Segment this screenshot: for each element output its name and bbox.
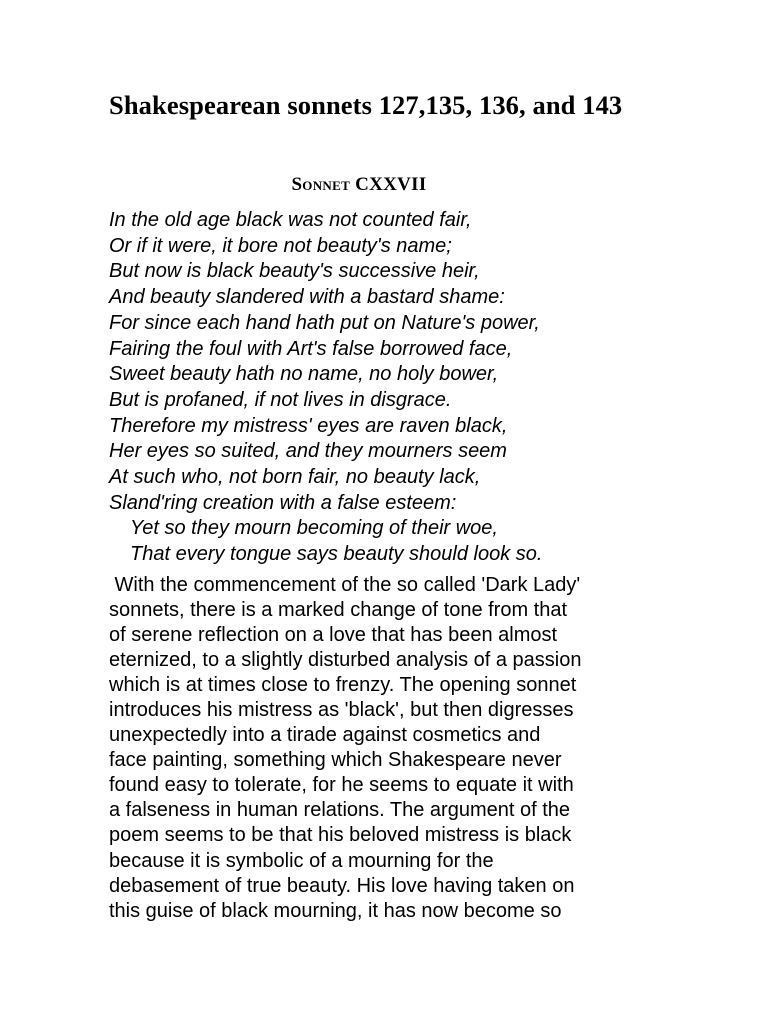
poem-line: And beauty slandered with a bastard shame: [109,286,505,309]
commentary-line: debasement of true beauty. His love having taken on [109,874,575,897]
commentary-line: because it is symbolic of a mourning for the [109,849,494,872]
poem-line: Sland'ring creation with a false esteem: [109,491,457,514]
poem-line: At such who, not born fair, no beauty lack, [109,466,481,489]
commentary-line: face painting, something which Shakespeare never [109,749,562,772]
poem-line: But is profaned, if not lives in disgrace. [109,388,452,411]
commentary-line: eternized, to a slightly disturbed analysis of a passion [109,649,582,672]
couplet-line: That every tongue says beauty should look so. [130,543,543,566]
poem-line: Her eyes so suited, and they mourners seem [109,440,507,463]
commentary-line: poem seems to be that his beloved mistress is black [109,824,572,847]
commentary-line: introduces his mistress as 'black', but then digresses [109,699,574,722]
poem-line: Fairing the foul with Art's false borrowed face, [109,337,513,360]
document-title: Shakespearean sonnets 127,135, 136, and 143 [109,90,623,120]
commentary-line: of serene reflection on a love that has been almost [109,624,558,647]
commentary-line: this guise of black mourning, it has now become so [109,899,562,922]
sonnet-heading: Sonnet CXXVII [291,174,427,195]
poem-line: For since each hand hath put on Nature's power, [109,311,540,334]
commentary-line: which is at times close to frenzy. The opening sonnet [109,674,577,697]
poem-line: In the old age black was not counted fair, [109,209,472,231]
poem-line: Therefore my mistress' eyes are raven black, [109,414,508,437]
commentary-line: a falseness in human relations. The argument of the [109,799,571,822]
commentary-line: sonnets, there is a marked change of tone from that [109,599,568,622]
poem-line: Or if it were, it bore not beauty's name; [109,234,452,257]
poem-line: Sweet beauty hath no name, no holy bower, [109,363,499,386]
commentary-line: unexpectedly into a tirade against cosmetics and [109,724,541,747]
commentary-line: With the commencement of the so called 'Dark Lady' [109,574,581,596]
sonnet-text [109,208,669,568]
couplet-line: Yet so they mourn becoming of their woe, [130,517,498,540]
poem-line: But now is black beauty's successive heir, [109,260,480,283]
commentary-line: found easy to tolerate, for he seems to equate it with [109,774,574,797]
commentary-paragraph [109,573,669,924]
